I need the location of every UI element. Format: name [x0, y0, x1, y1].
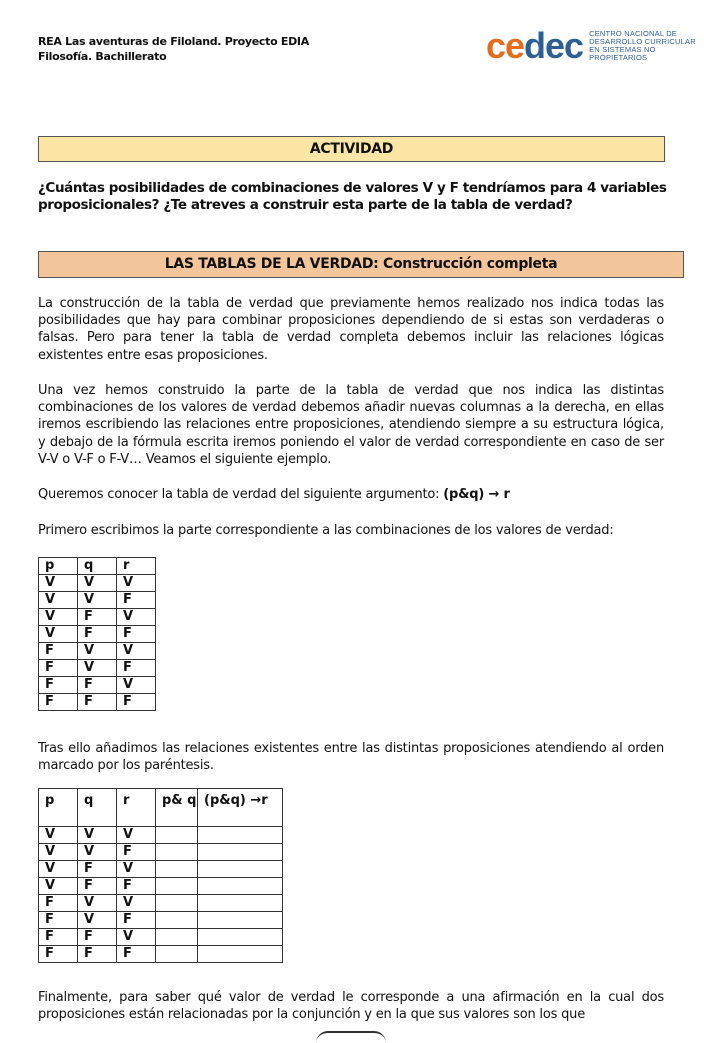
table-cell: V — [117, 677, 156, 694]
table-header-cell: p — [39, 558, 78, 575]
table-cell: F — [117, 844, 156, 861]
table-header-cell: r — [117, 789, 156, 827]
table-cell: V — [39, 592, 78, 609]
table-row — [39, 592, 156, 609]
paragraph-argument: Queremos conocer la tabla de verdad del siguiente argumento: (p&q) → r — [38, 487, 510, 502]
table-cell: F — [117, 694, 156, 711]
table-cell — [198, 946, 283, 963]
table-cell: F — [39, 643, 78, 660]
table-cell: F — [78, 861, 117, 878]
table-cell — [156, 895, 198, 912]
table-row — [39, 912, 283, 929]
table-row — [39, 575, 156, 592]
table-cell: F — [78, 878, 117, 895]
table-cell: F — [117, 626, 156, 643]
table-row — [39, 626, 156, 643]
table-cell: F — [117, 592, 156, 609]
paragraph-finally: Finalmente, para saber qué valor de verdad le corresponde a una afirmación en la cual dos proposiciones están relacionadas por la conjunción y en la que sus valores son los que — [38, 990, 664, 1023]
table-cell: F — [39, 929, 78, 946]
table-cell: V — [39, 575, 78, 592]
table-cell — [198, 912, 283, 929]
table-row — [39, 694, 156, 711]
table-cell: V — [39, 609, 78, 626]
table-row — [39, 643, 156, 660]
table-cell: F — [78, 946, 117, 963]
table-header-row — [39, 789, 283, 827]
table-cell — [156, 827, 198, 844]
table-cell: V — [117, 827, 156, 844]
table-cell: F — [78, 626, 117, 643]
paragraph-add-relations: Tras ello añadimos las relaciones existentes entre las distintas proposiciones atendiendo al orden marcado por los paréntesis. — [38, 741, 664, 774]
table-row — [39, 946, 283, 963]
table-cell: F — [39, 677, 78, 694]
table-cell: F — [117, 878, 156, 895]
table-cell: V — [78, 592, 117, 609]
table-header-cell: q — [78, 789, 117, 827]
table-cell: V — [78, 844, 117, 861]
table-row — [39, 660, 156, 677]
table-cell: F — [39, 912, 78, 929]
table-cell: V — [117, 895, 156, 912]
table-header-row — [39, 558, 156, 575]
table-cell — [198, 895, 283, 912]
table-cell: V — [117, 861, 156, 878]
truth-table-basic — [38, 557, 156, 711]
table-cell: F — [78, 929, 117, 946]
paragraph-intro: La construcción de la tabla de verdad que previamente hemos realizado nos indica todas las posibilidades que hay para combinar proposiciones dependiendo de si estas son verdaderas o falsas. Pero para tener la tabla de verdad completa debemos incluir las relaciones lógicas existentes entre esas proposiciones. — [38, 296, 664, 363]
table-cell — [156, 878, 198, 895]
table-row — [39, 609, 156, 626]
table-cell: V — [39, 626, 78, 643]
table-cell: V — [117, 643, 156, 660]
table-cell: F — [39, 946, 78, 963]
table-header-cell: q — [78, 558, 117, 575]
table-cell: F — [117, 660, 156, 677]
table-cell — [198, 861, 283, 878]
table-cell: F — [39, 660, 78, 677]
document-header — [38, 34, 309, 64]
logo-subtitle: CENTRO NACIONAL DE DESARROLLO CURRICULAR EN SISTEMAS NO PROPIETARIOS — [589, 29, 696, 62]
table-cell — [156, 844, 198, 861]
table-cell — [198, 844, 283, 861]
activity-question: ¿Cuántas posibilidades de combinaciones de valores V y F tendríamos para 4 variables proposicionales? ¿Te atreves a construir esta parte de la tabla de verdad? — [38, 180, 667, 213]
table-cell: F — [78, 694, 117, 711]
table-cell: V — [78, 912, 117, 929]
table-cell — [198, 929, 283, 946]
table-cell: V — [78, 575, 117, 592]
logo-wordmark: cedec — [486, 25, 584, 66]
table-cell: F — [39, 895, 78, 912]
table-cell: V — [39, 878, 78, 895]
table-header-cell: p — [39, 789, 78, 827]
header-title: REA Las aventuras de Filoland. Proyecto EDIA — [38, 35, 309, 48]
cedec-logo — [486, 26, 704, 66]
table-cell: V — [117, 929, 156, 946]
table-cell: V — [39, 827, 78, 844]
table-cell — [198, 827, 283, 844]
paragraph-columns: Una vez hemos construido la parte de la tabla de verdad que nos indica las distintas combinaciones de los valores de verdad debemos añadir nuevas columnas a la derecha, en ellas iremos escribiendo las relaciones entre proposiciones, atendiendo siempre a su estructura lógica, y debajo de la fórmula escrita iremos poniendo el valor de verdad correspondiente en caso de ser V-V o V-F o F-V… Veamos el siguiente ejemplo. — [38, 383, 664, 467]
table-header-cell: r — [117, 558, 156, 575]
paragraph-first-step: Primero escribimos la parte correspondiente a las combinaciones de los valores de verdad: — [38, 523, 614, 538]
table-header-cell: (p&q) →r — [198, 789, 283, 827]
table-cell: V — [78, 895, 117, 912]
table-row — [39, 844, 283, 861]
table-cell: F — [78, 609, 117, 626]
truth-table-extended — [38, 788, 283, 963]
table-cell — [156, 929, 198, 946]
table-header-cell: p& q — [156, 789, 198, 827]
table-row — [39, 861, 283, 878]
table-cell: V — [39, 844, 78, 861]
table-cell: V — [39, 861, 78, 878]
table-cell — [156, 946, 198, 963]
table-cell: F — [117, 946, 156, 963]
table-cell: V — [78, 827, 117, 844]
table-cell: F — [39, 694, 78, 711]
table-row — [39, 878, 283, 895]
table-cell — [198, 878, 283, 895]
argument-formula: (p&q) → r — [443, 487, 510, 502]
table-cell: V — [117, 609, 156, 626]
table-cell: F — [78, 677, 117, 694]
section-banner: LAS TABLAS DE LA VERDAD: Construcción completa — [38, 251, 684, 278]
table-cell — [156, 912, 198, 929]
activity-banner: ACTIVIDAD — [38, 136, 665, 162]
table-row — [39, 827, 283, 844]
table-cell: V — [78, 643, 117, 660]
page-bottom-decoration — [316, 1031, 386, 1043]
header-subtitle: Filosofía. Bachillerato — [38, 50, 167, 63]
table-cell: V — [78, 660, 117, 677]
table-cell: V — [117, 575, 156, 592]
table-row — [39, 895, 283, 912]
table-row — [39, 929, 283, 946]
table-cell: F — [117, 912, 156, 929]
table-row — [39, 677, 156, 694]
table-cell — [156, 861, 198, 878]
